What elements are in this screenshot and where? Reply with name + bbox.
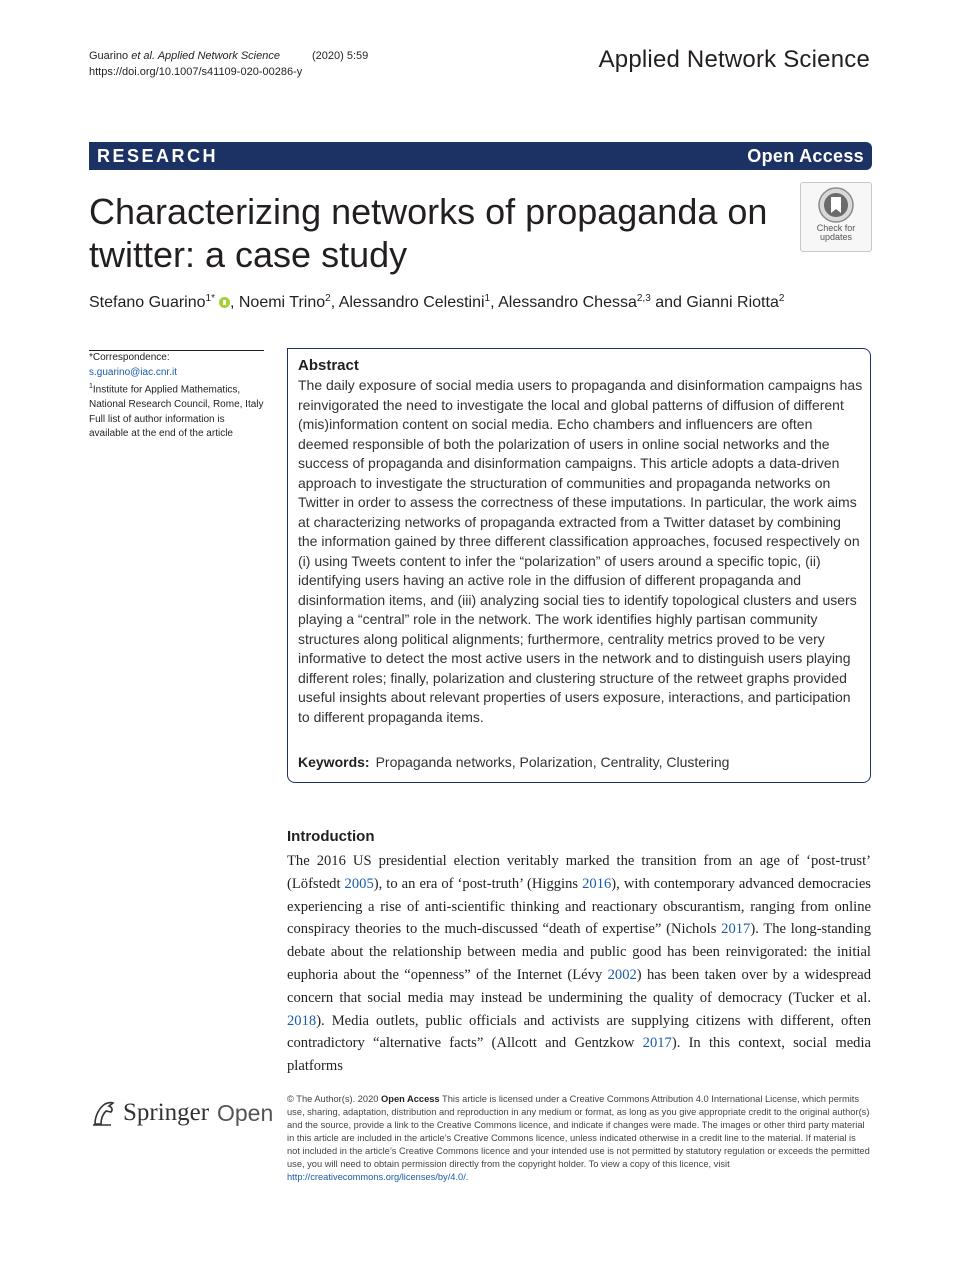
keywords (298, 754, 729, 770)
author-name[interactable]: Stefano Guarino (89, 294, 206, 311)
correspondence-sidebar (89, 350, 264, 442)
citation-authors: Guarino (89, 50, 132, 62)
correspondence-email[interactable]: s.guarino@iac.cnr.it (89, 366, 177, 378)
keywords-label: Keywords: (298, 754, 370, 770)
correspondence-label: *Correspondence: (89, 352, 170, 363)
intro-text-segment: ), to an era of ‘post-truth’ (Higgins (373, 875, 583, 892)
intro-text-segment: ). Media outlets, public officials and activists are supplying citizens with different, often contradictory “alternative facts” (Allcott and Gentzkow (287, 1012, 871, 1052)
abstract-box (287, 348, 871, 783)
author-name[interactable]: , Noemi Trino (229, 294, 326, 311)
license-footer: © The Author(s). 2020 Open Access This article is licensed under a Creative Commons Attribution 4.0 International License, which permits use, sharing, adaptation, distribution and reproduction in any medium or format, as long as you give appropriate credit to the original author(s) and the source, provide a link to the Creative Commons licence, and indicate if changes were made. The images or other third party material in this article are included in the article’s Creative Commons licence, unless indicated otherwise in a credit line to the material. If material is not included in the article’s Creative Commons licence and your intended use is not permitted by statutory regulation or exceeds the permitted use, you will need to obtain permission directly from the copyright holder. To view a copy of this licence, visit http://creativecommons.org/licenses/by/4.0/. (287, 1094, 870, 1182)
springer-horse-icon (89, 1098, 119, 1128)
citation-link[interactable]: 2018 (287, 1012, 317, 1029)
introduction-text (287, 850, 871, 1078)
author-name[interactable]: , Alessandro Chessa (490, 294, 637, 311)
intro-text-segment: ), with contemporary advanced democracies experiencing a rise of anti-scientific thinking and reactionary obscurantism, ranging from online conspiracy theories to the much-discussed “death of expertise” (Nichols (287, 875, 871, 938)
springer-open-logo: Springer Open (89, 1096, 269, 1136)
research-label: RESEARCH (97, 146, 219, 166)
open-access-label: Open Access (747, 146, 864, 166)
citation-year: (2020) 5:59 (311, 50, 369, 62)
license-link[interactable]: http://creativecommons.org/licenses/by/4.0/ (287, 1172, 466, 1182)
abstract-heading: Abstract (298, 357, 359, 374)
intro-text-segment: The 2016 US presidential election veritably marked the transition from an age of ‘post-trust’ (Löfstedt (287, 853, 871, 892)
abstract-text: The daily exposure of social media users to propaganda and disinformation campaigns has reinvigorated the need to investigate the local and global patterns of diffusion of different (mis)information content on social media. Echo chambers and influencers are often deemed responsible of both the polarization of users in online social networks and the success of propaganda and disinformation campaigns. This article adopts a data-driven approach to investigate the structuration of communities and propaganda networks on Twitter in order to assess the correctness of these imputations. In particular, the work aims at characterizing networks of propaganda extracted from a Twitter dataset by combining the information gained by three different classification approaches, focused respectively on (i) using Tweets content to infer the “polarization” of users around a specific topic, (ii) identifying users having an active role in the diffusion of different propaganda and disinformation items, and (iii) analyzing social ties to identify topological clusters and users playing a “central” role in the network. The work identifies highly partisan community structures along political alignments; furthermore, centrality metrics proved to be very informative to detect the most active users in the network and to distinguish users playing different roles; finally, polarization and clustering structure of the retweet graphs provided useful insights about relevant properties of users exposure, interactions, and participation to different propaganda items. (298, 377, 863, 725)
intro-text-segment: ). In this context, social media platforms (287, 1035, 871, 1075)
orcid-icon[interactable] (219, 297, 230, 308)
intro-text-segment: ) has been taken over by a widespread concern that social media may instead be undermining the quality of democracy (Tucker et al. (287, 966, 871, 1006)
citation-link[interactable]: 2002 (607, 966, 637, 983)
introduction-heading: Introduction (287, 828, 375, 845)
keywords-list: Propaganda networks, Polarization, Centrality, Clustering (375, 754, 730, 770)
citation-header (89, 48, 368, 80)
author-info-note: Full list of author information is available at the end of the article (89, 413, 233, 440)
article-title: Characterizing networks of propaganda on twitter: a case study (89, 191, 768, 275)
journal-name: Applied Network Science (598, 46, 870, 73)
article-type-banner (89, 142, 872, 170)
citation-link[interactable]: 2017 (721, 921, 751, 938)
doi-link[interactable]: https://doi.org/10.1007/s41109-020-00286-y (89, 66, 303, 78)
author-name[interactable]: and Gianni Riotta (650, 294, 779, 311)
author-name[interactable]: , Alessandro Celestini (330, 294, 485, 311)
check-for-updates-button[interactable] (800, 182, 872, 252)
citation-link[interactable]: 2017 (642, 1035, 672, 1052)
open-access-note: Open Access (381, 1094, 440, 1104)
intro-text-segment: ). The long-standing debate about the relationship between media and public good has been reinvigorated: the initial euphoria about the “openness” of the Internet (Lévy (287, 921, 872, 983)
check-for-updates-label: Check for updates (816, 223, 856, 242)
citation-link[interactable]: 2016 (582, 875, 612, 892)
affiliation: $^1$Institute for Applied Mathematics, National Research Council, Rome, Italy (89, 383, 264, 411)
bookmark-icon (818, 187, 854, 223)
citation-journal: et al. Applied Network Science (131, 50, 280, 62)
citation-link[interactable]: 2005 (344, 875, 374, 892)
author-list: Stefano Guarino$^{1*}$ , Noemi Trino$^2$, Alessandro Celestini$^1$, Alessandro Chessa$^{2,3}$ and Gianni Riotta$^2$ (89, 293, 785, 311)
